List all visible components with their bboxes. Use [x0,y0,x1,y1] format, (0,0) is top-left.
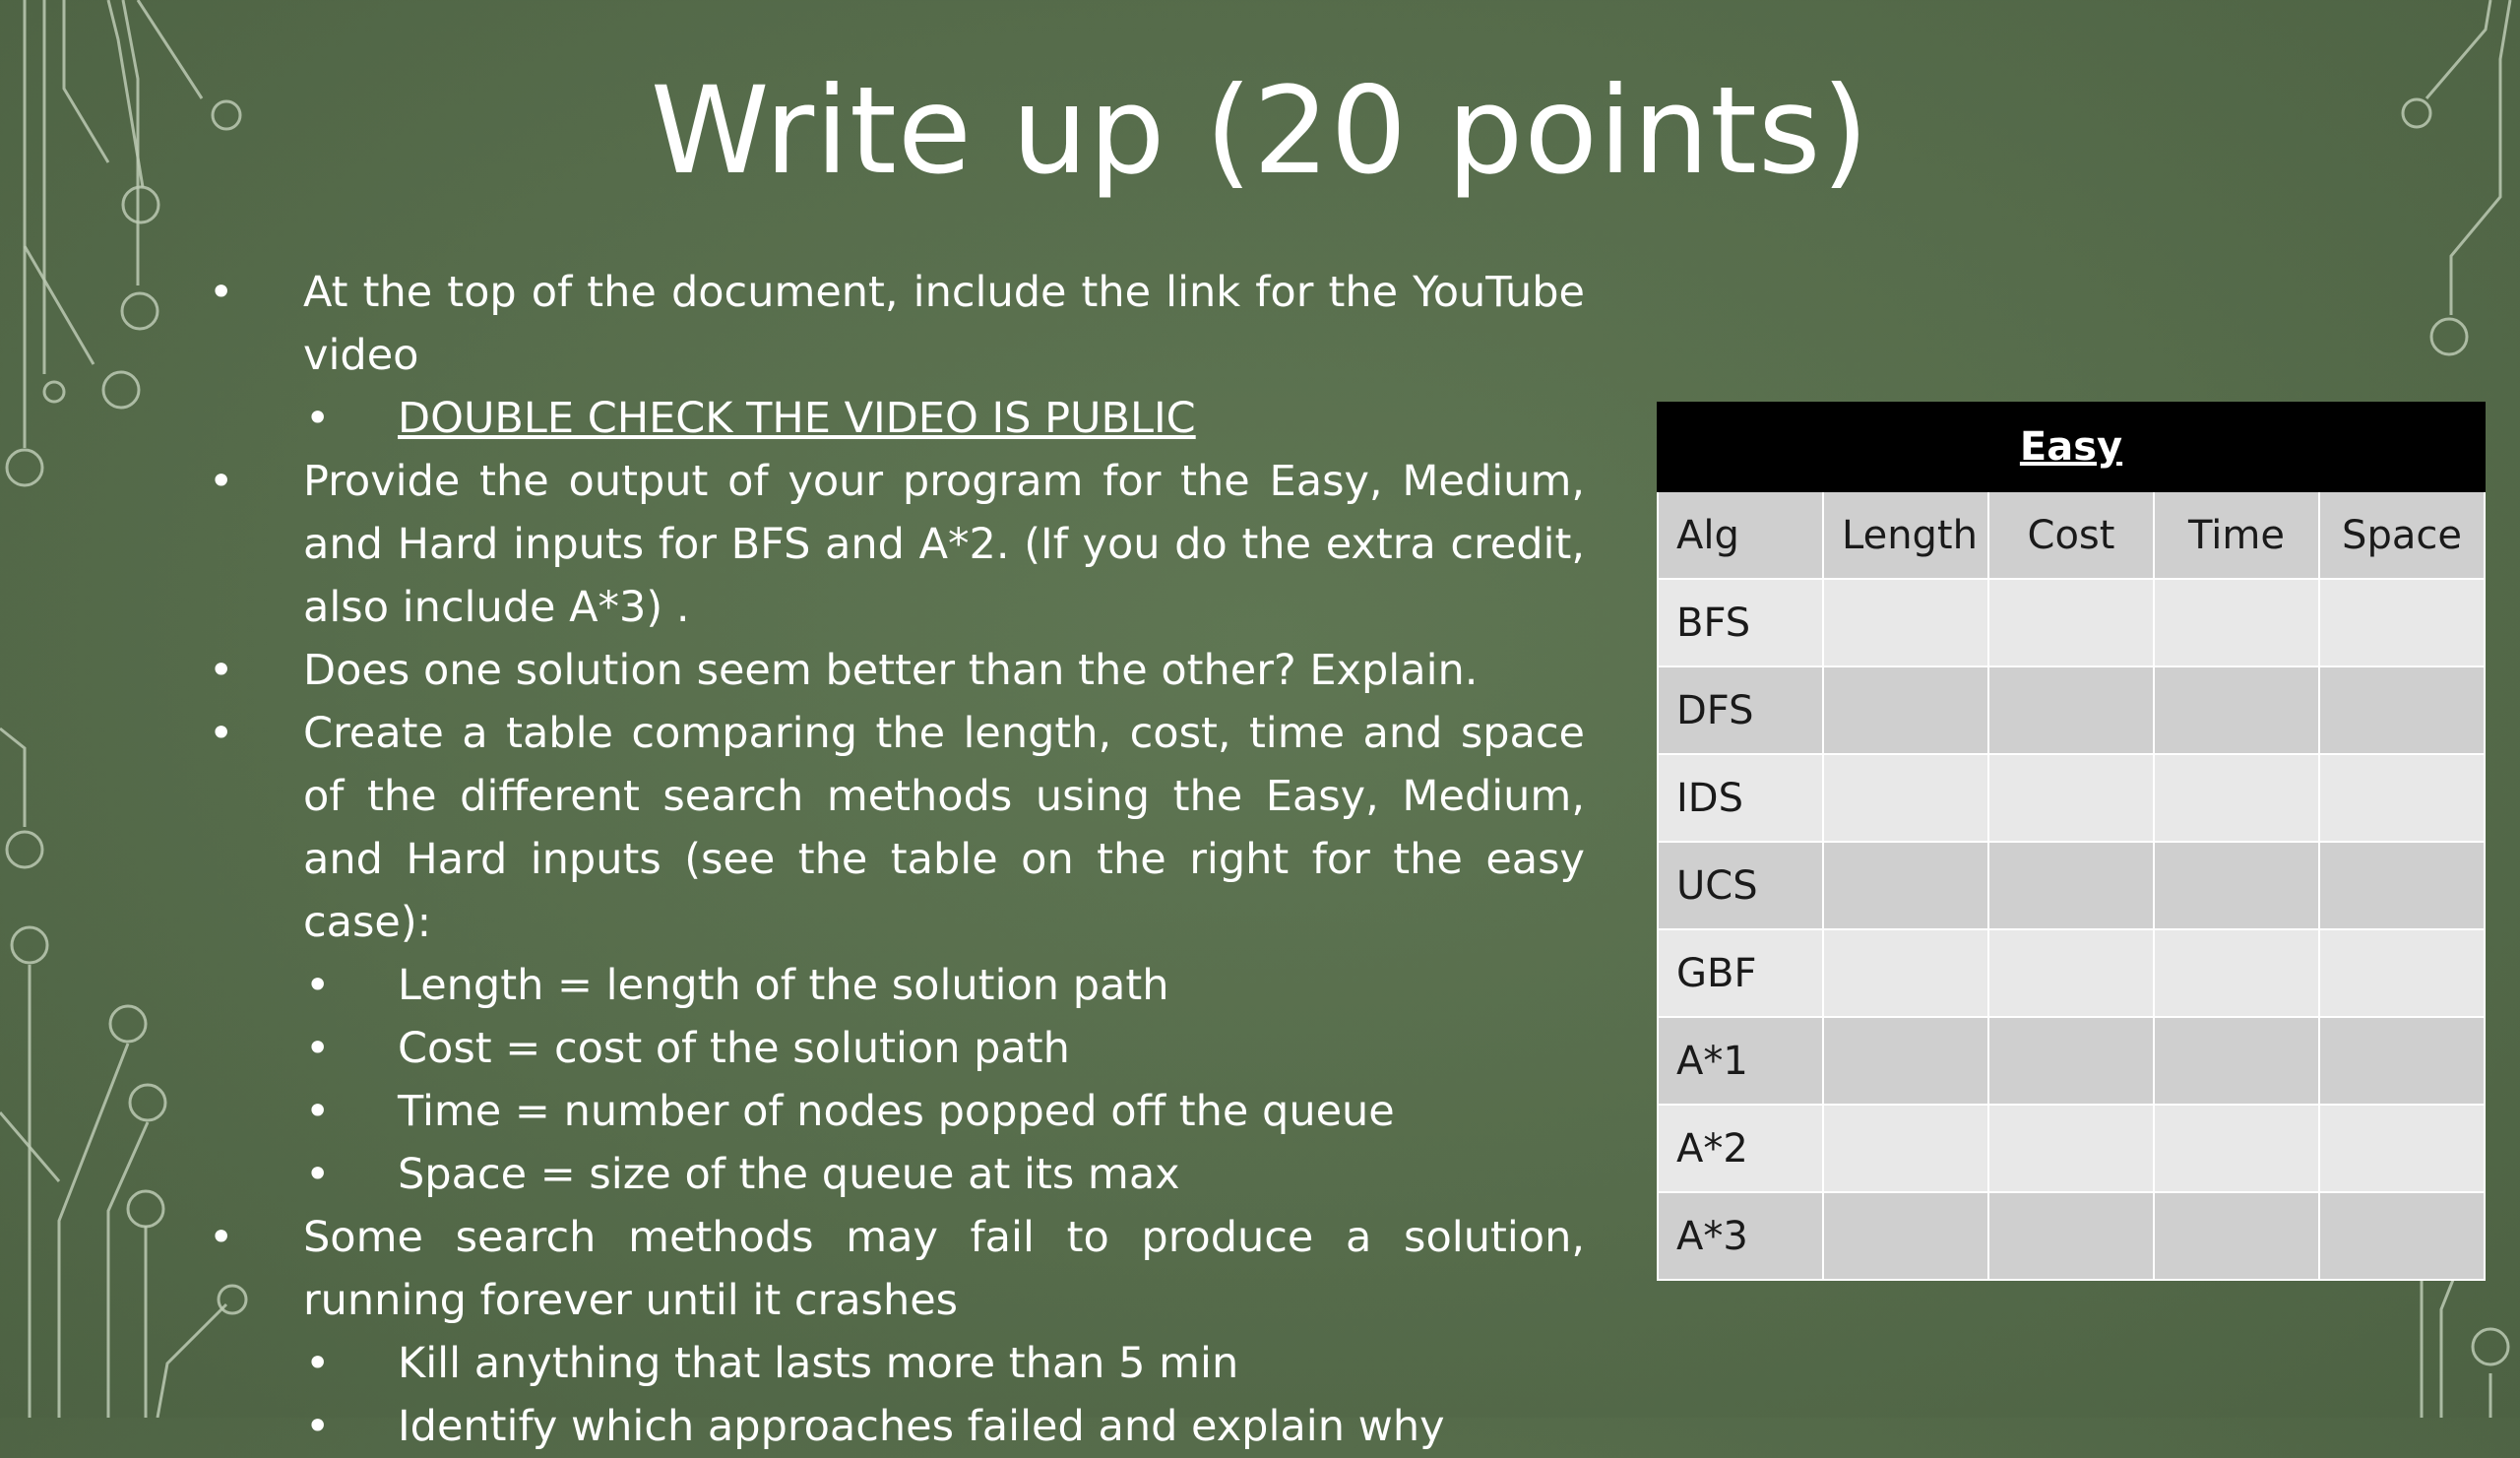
sub-bullet-item [197,1143,1585,1206]
column-header: Space [2319,491,2485,579]
value-cell [1823,754,1988,842]
value-cell [2319,666,2485,754]
value-cell [1988,1017,2154,1105]
sub-bullet-item [197,1017,1585,1080]
bullet-text: Identify which approaches failed and explain why [398,1402,1445,1451]
bullet-item [197,1206,1585,1332]
value-cell [2154,1017,2319,1105]
value-cell [1988,929,2154,1017]
value-cell [1823,929,1988,1017]
value-cell [1823,666,1988,754]
value-cell [2319,1017,2485,1105]
algorithm-cell: UCS [1658,842,1823,929]
algorithm-cell: IDS [1658,754,1823,842]
bullet-dot-icon: • [305,1150,331,1199]
sub-bullet-item [197,1332,1585,1395]
value-cell [2154,1105,2319,1192]
sub-bullet-item [197,954,1585,1017]
value-cell [1988,1192,2154,1280]
algorithm-cell: A*2 [1658,1105,1823,1192]
table-caption: Easy [1658,403,2485,491]
value-cell [2154,929,2319,1017]
bullet-item [197,261,1585,387]
bullet-dot-icon: • [209,1213,234,1262]
sub-bullet-item [197,1080,1585,1143]
bullet-dot-icon: • [209,709,234,758]
bullet-item [197,702,1585,954]
bullet-list [197,261,1585,1458]
bullet-text: Kill anything that lasts more than 5 min [398,1339,1239,1388]
bullet-text: At the top of the document, include the link for the YouTube video [303,268,1585,380]
bullet-dot-icon: • [209,646,234,695]
bullet-dot-icon: • [209,268,234,317]
value-cell [2319,842,2485,929]
value-cell [1988,579,2154,666]
bullet-item [197,450,1585,639]
value-cell [2319,1192,2485,1280]
bullet-dot-icon: • [305,394,331,443]
value-cell [2154,1192,2319,1280]
column-header: Cost [1988,491,2154,579]
bullet-text: DOUBLE CHECK THE VIDEO IS PUBLIC [398,394,1196,443]
value-cell [1988,842,2154,929]
value-cell [2154,754,2319,842]
algorithm-cell: A*3 [1658,1192,1823,1280]
value-cell [2319,579,2485,666]
algorithm-cell: GBF [1658,929,1823,1017]
value-cell [1823,579,1988,666]
value-cell [2154,666,2319,754]
algorithm-cell: A*1 [1658,1017,1823,1105]
bullet-text: Create a table comparing the length, cost, time and space of the different search methods using the Easy, Medium, and Hard inputs (see the table on the right for the easy case): [303,709,1585,947]
table-row [1658,1017,2485,1105]
table-row [1658,754,2485,842]
value-cell [2154,579,2319,666]
bullet-text: Space = size of the queue at its max [398,1150,1180,1199]
algorithm-cell: BFS [1658,579,1823,666]
value-cell [2319,754,2485,842]
bullet-text: Cost = cost of the solution path [398,1024,1070,1073]
slide-title: Write up (20 points) [650,61,1870,201]
table-row [1658,1105,2485,1192]
bullet-dot-icon: • [305,1339,331,1388]
bullet-dot-icon: • [305,1024,331,1073]
comparison-table [1657,402,2486,1281]
bullet-dot-icon: • [305,1087,331,1136]
bullet-dot-icon: • [305,1402,331,1451]
value-cell [1823,1192,1988,1280]
value-cell [1988,666,2154,754]
value-cell [1823,1017,1988,1105]
sub-bullet-item [197,1395,1585,1458]
value-cell [1988,1105,2154,1192]
value-cell [1823,842,1988,929]
bullet-text: Length = length of the solution path [398,961,1169,1010]
algorithm-cell: DFS [1658,666,1823,754]
value-cell [2319,1105,2485,1192]
value-cell [2319,929,2485,1017]
sub-bullet-item [197,387,1585,450]
bullet-text: Time = number of nodes popped off the queue [398,1087,1395,1136]
bullet-text: Does one solution seem better than the other? Explain. [303,646,1479,695]
table-row [1658,579,2485,666]
table-row [1658,842,2485,929]
bullet-item [197,639,1585,702]
value-cell [1988,754,2154,842]
table-header-row [1658,491,2485,579]
bullet-dot-icon: • [305,961,331,1010]
bullet-text: Some search methods may fail to produce a solution, running forever until it crashes [303,1213,1585,1325]
column-header: Time [2154,491,2319,579]
table-row [1658,666,2485,754]
column-header: Alg [1658,491,1823,579]
column-header: Length [1823,491,1988,579]
bullet-dot-icon: • [209,457,234,506]
table-row [1658,929,2485,1017]
value-cell [1823,1105,1988,1192]
value-cell [2154,842,2319,929]
bullet-text: Provide the output of your program for the Easy, Medium, and Hard inputs for BFS and A*2. (If you do the extra credit, also include A*3) . [303,457,1585,632]
table-row [1658,1192,2485,1280]
